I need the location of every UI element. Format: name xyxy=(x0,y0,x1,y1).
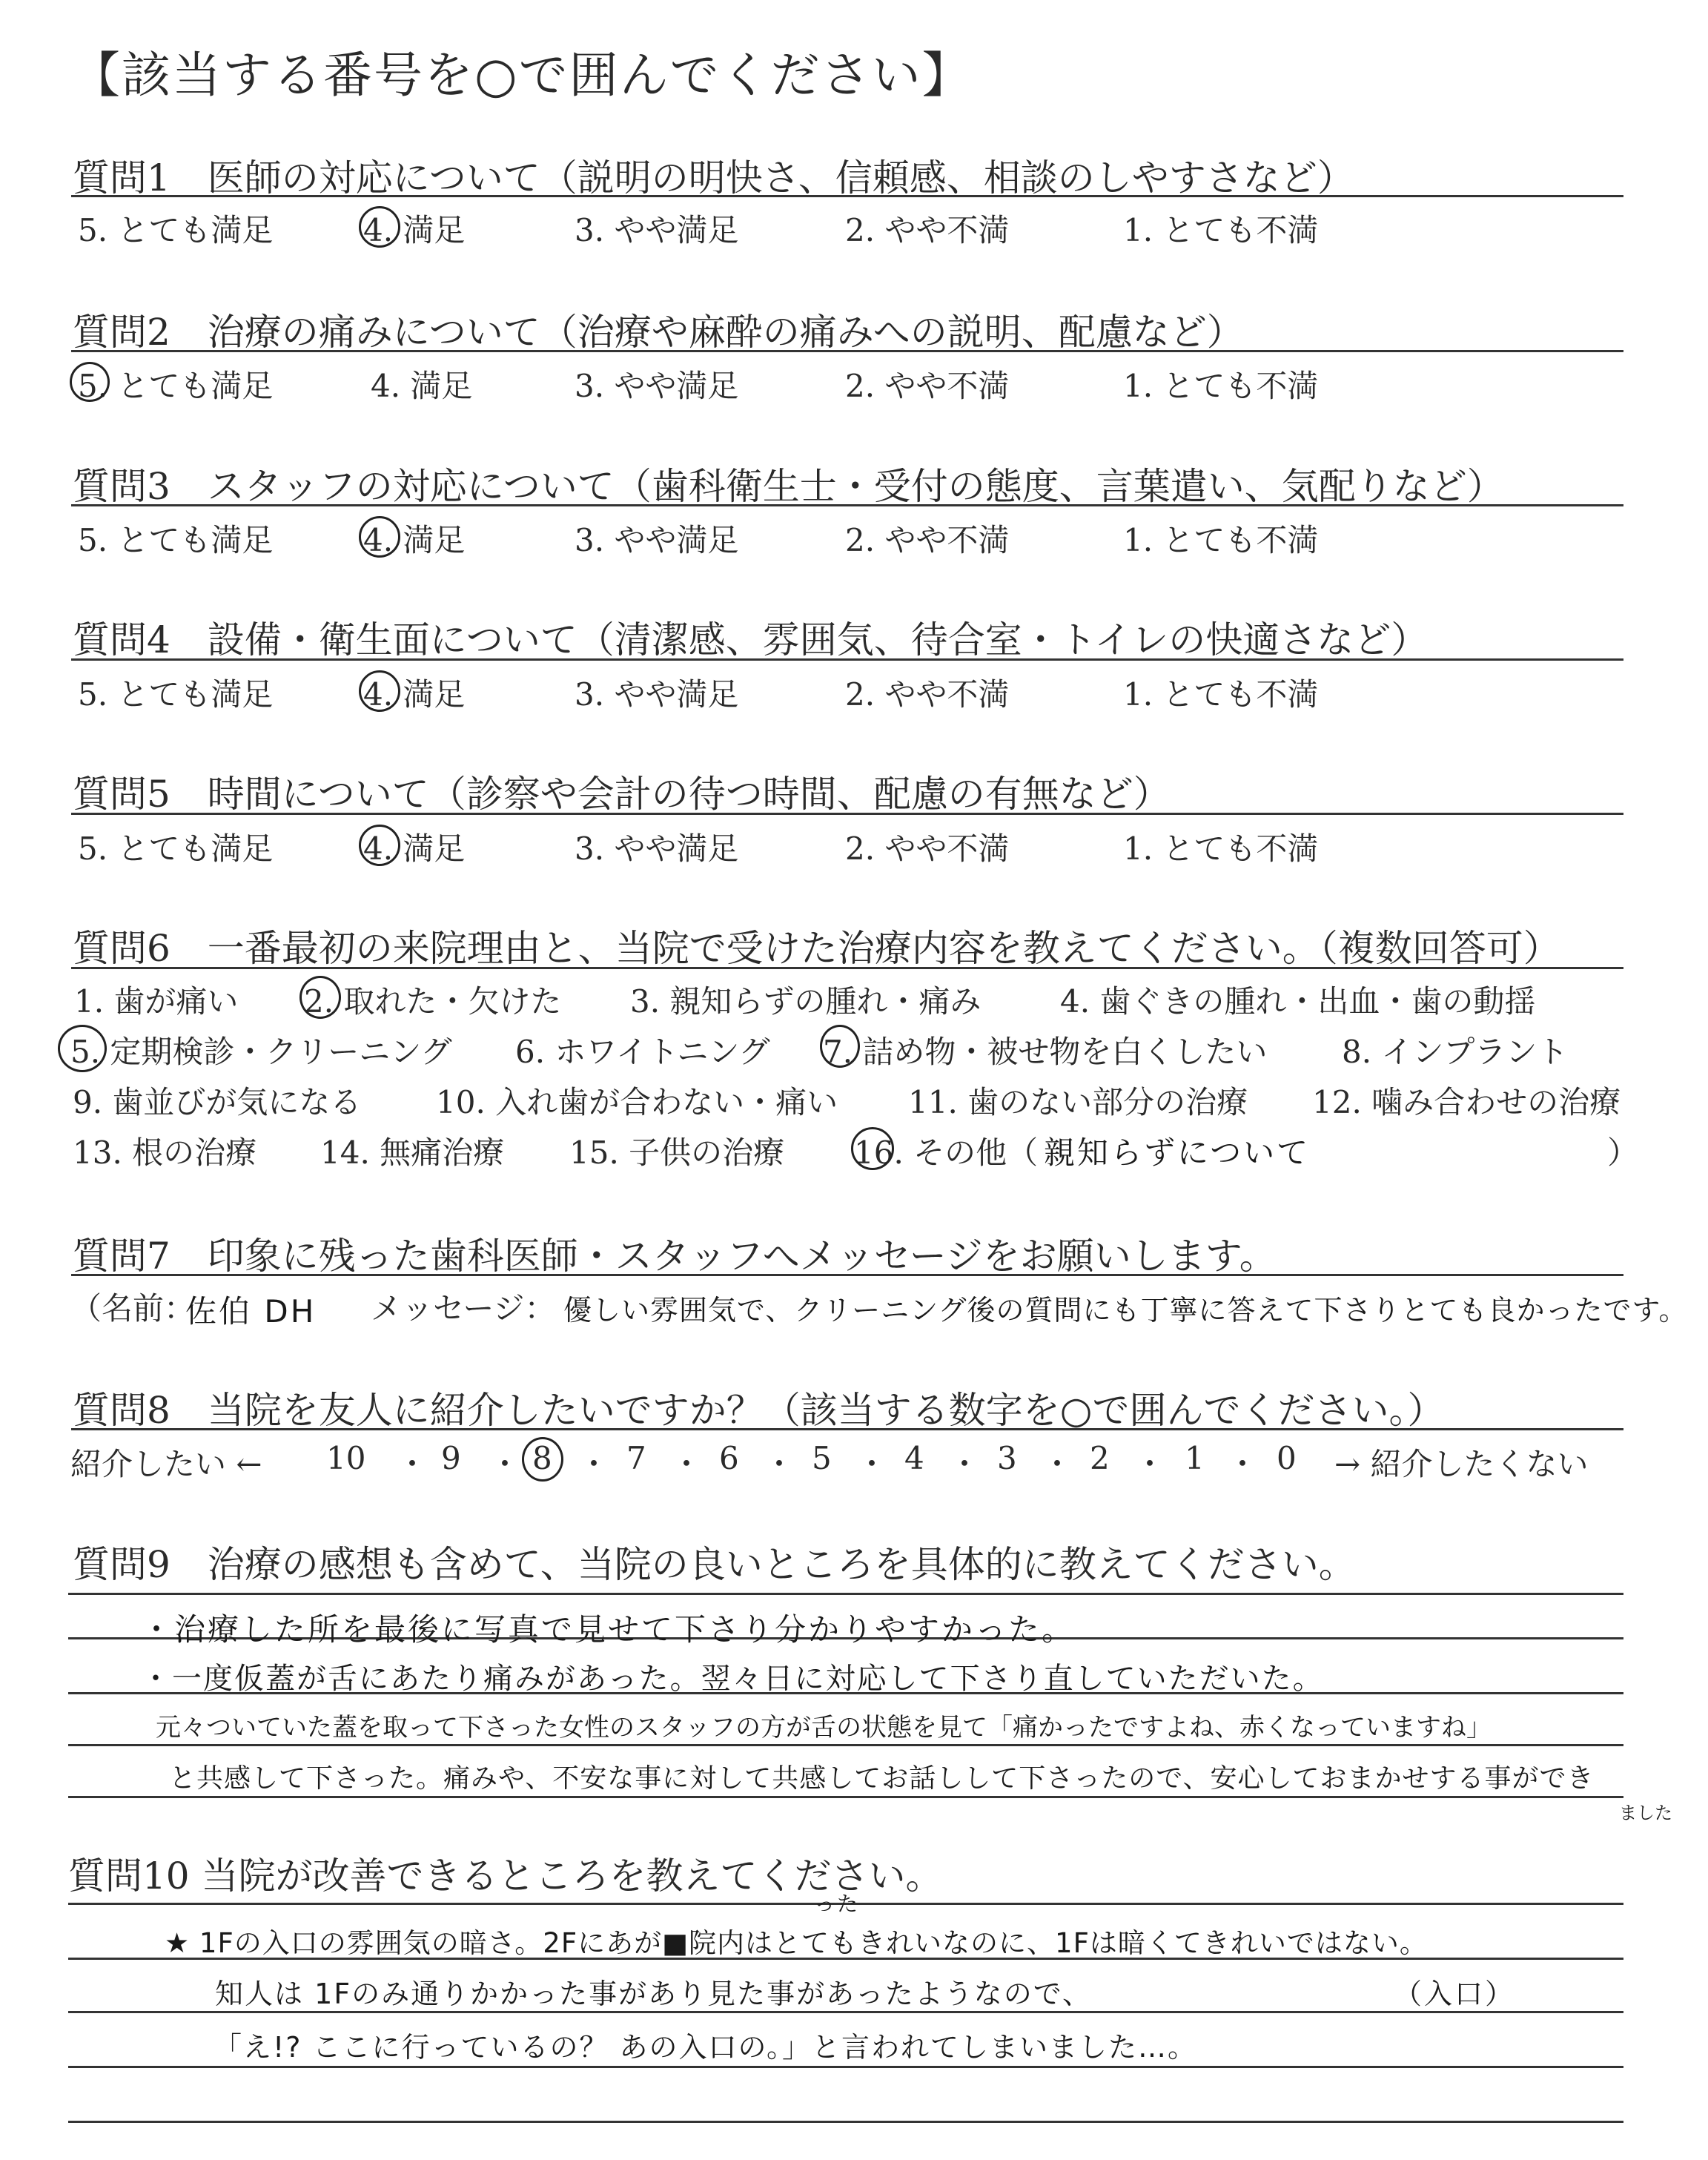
q5-selected-circle xyxy=(359,825,400,866)
q4-option-4[interactable]: 4. 満足 xyxy=(363,676,466,713)
q6-option-14[interactable]: 14. 無痛治療 xyxy=(320,1135,505,1171)
q3-option-2[interactable]: 2. やや不満 xyxy=(845,522,1010,558)
q9-answer-line-2: ・一度仮蓋が舌にあたり痛みがあった。翌々日に対応して下さり直していただいた。 xyxy=(141,1662,1324,1696)
question-9-title: 質問9 治療の感想も含めて、当院の良いところを具体的に教えてください。 xyxy=(73,1543,1356,1586)
q6-option-8[interactable]: 8. インプラント xyxy=(1342,1034,1569,1070)
q8-score-9[interactable]: 9 xyxy=(441,1440,461,1476)
q9-answer-line-1: ・治療した所を最後に写真で見せて下さり分かりやすかった。 xyxy=(141,1611,1076,1648)
q6-selected-circle-2 xyxy=(299,976,341,1019)
q8-score-7[interactable]: 7 xyxy=(626,1440,646,1476)
q5-option-1[interactable]: 1. とても不満 xyxy=(1123,830,1319,867)
q2-option-2[interactable]: 2. やや不満 xyxy=(845,368,1010,404)
q8-dot: ・ xyxy=(1134,1446,1166,1482)
q3-option-4[interactable]: 4. 満足 xyxy=(363,522,466,558)
q8-score-2[interactable]: 2 xyxy=(1090,1440,1110,1476)
q2-selected-circle xyxy=(70,362,110,402)
q6-option-1[interactable]: 1. 歯が痛い xyxy=(74,983,239,1020)
q6-option-6[interactable]: 6. ホワイトニング xyxy=(515,1034,770,1070)
q9-answer-line-4: と共感して下さった。痛みや、不安な事に対して共感してお話しして下さったので、安心しておまかせする事ができ xyxy=(169,1763,1595,1794)
q6-option-3[interactable]: 3. 親知らずの腫れ・痛み xyxy=(630,983,982,1020)
q9-answer-line-3: 元々ついていた蓋を取って下さった女性のスタッフの方が舌の状態を見て「痛かったですよね、赤くなっていますね」 xyxy=(156,1713,1492,1743)
question-1-title: 質問1 医師の対応について（説明の明快さ、信頼感、相談のしやすさなど） xyxy=(73,156,1354,199)
q6-option-16[interactable]: 16. その他（ xyxy=(854,1135,1039,1171)
question-5-rule xyxy=(71,813,1623,815)
q8-score-1[interactable]: 1 xyxy=(1185,1440,1205,1476)
q6-selected-circle-16 xyxy=(851,1127,894,1170)
q8-score-5[interactable]: 5 xyxy=(812,1440,832,1476)
q7-message-value: 優しい雰囲気で、クリーニング後の質問にも丁寧に答えて下さりとても良かったです。 xyxy=(563,1294,1688,1327)
q6-option-9[interactable]: 9. 歯並びが気になる xyxy=(73,1084,362,1120)
q1-option-1[interactable]: 1. とても不満 xyxy=(1123,212,1319,248)
q6-option-11[interactable]: 11. 歯のない部分の治療 xyxy=(908,1084,1248,1120)
q1-option-3[interactable]: 3. やや満足 xyxy=(575,212,739,248)
q8-dot: ・ xyxy=(949,1446,981,1482)
q6-selected-circle-5 xyxy=(58,1025,107,1072)
q2-option-1[interactable]: 1. とても不満 xyxy=(1123,368,1319,404)
q9-line xyxy=(68,1744,1623,1746)
q3-option-1[interactable]: 1. とても不満 xyxy=(1123,522,1319,558)
q10-insert-text: った xyxy=(814,1892,861,1916)
q7-message-label: メッセージ： xyxy=(371,1290,556,1327)
q2-option-3[interactable]: 3. やや満足 xyxy=(575,368,739,404)
q8-selected-circle xyxy=(522,1437,563,1482)
q1-selected-circle xyxy=(359,206,400,248)
q1-option-2[interactable]: 2. やや不満 xyxy=(845,212,1010,248)
q10-answer-line-3: 「え!? ここに行っているの？ あの入口の。」と言われてしまいました…。 xyxy=(214,2031,1198,2064)
q6-option-4[interactable]: 4. 歯ぐきの腫れ・出血・歯の動揺 xyxy=(1060,983,1536,1020)
q4-option-3[interactable]: 3. やや満足 xyxy=(575,676,739,713)
q10-answer-line-2: 知人は 1Fのみ通りかかった事があり見た事があったようなので、 xyxy=(215,1978,1092,2010)
q8-dot: ・ xyxy=(856,1446,888,1482)
q6-option-5[interactable]: 5. 定期検診・クリーニング xyxy=(70,1034,452,1070)
question-5-title: 質問5 時間について（診察や会計の待つ時間、配慮の有無など） xyxy=(73,773,1171,816)
q6-option-13[interactable]: 13. 根の治療 xyxy=(73,1135,257,1171)
q10-line xyxy=(68,2066,1623,2068)
q8-score-10[interactable]: 10 xyxy=(326,1440,366,1476)
q10-answer-line-1: ★ 1Fの入口の雰囲気の暗さ。2Fにあが■院内はとてもきれいなのに、1Fは暗くてきれいではない。 xyxy=(165,1927,1428,1959)
q5-option-5[interactable]: 5. とても満足 xyxy=(78,830,274,867)
q9-line xyxy=(68,1593,1623,1595)
q6-option-7[interactable]: 7. 詰め物・被せ物を白くしたい xyxy=(823,1034,1268,1070)
q5-option-4[interactable]: 4. 満足 xyxy=(363,830,466,867)
q6-option-15[interactable]: 15. 子供の治療 xyxy=(569,1135,785,1171)
q8-dot: ・ xyxy=(1042,1446,1073,1482)
q7-name-label: （名前： xyxy=(70,1290,196,1327)
q8-score-8[interactable]: 8 xyxy=(532,1440,552,1476)
q9-overflow-text: ました xyxy=(1619,1803,1672,1823)
q8-dot: ・ xyxy=(764,1446,795,1482)
q8-dot: ・ xyxy=(489,1446,521,1482)
q4-selected-circle xyxy=(359,670,400,712)
q1-option-4[interactable]: 4. 満足 xyxy=(363,212,466,248)
q6-other-close-paren: ） xyxy=(1607,1135,1639,1171)
q6-selected-circle-7 xyxy=(820,1025,860,1068)
q5-option-2[interactable]: 2. やや不満 xyxy=(845,830,1010,867)
q3-option-5[interactable]: 5. とても満足 xyxy=(78,522,274,558)
q8-dot: ・ xyxy=(578,1446,610,1482)
q4-option-1[interactable]: 1. とても不満 xyxy=(1123,676,1319,713)
question-3-title: 質問3 スタッフの対応について（歯科衛生士・受付の態度、言葉遣い、気配りなど） xyxy=(73,465,1504,508)
q8-score-6[interactable]: 6 xyxy=(719,1440,739,1476)
question-4-rule xyxy=(71,658,1623,661)
question-8-rule xyxy=(71,1428,1623,1430)
q8-left-label: 紹介したい ← xyxy=(70,1446,262,1482)
question-3-rule xyxy=(71,504,1623,506)
q2-option-5[interactable]: 5. とても満足 xyxy=(78,368,274,404)
q4-option-2[interactable]: 2. やや不満 xyxy=(845,676,1010,713)
q8-dot: ・ xyxy=(671,1446,703,1482)
q6-other-text: 親知らずについて xyxy=(1044,1135,1311,1171)
question-4-title: 質問4 設備・衛生面について（清潔感、雰囲気、待合室・トイレの快適さなど） xyxy=(73,618,1429,661)
q4-option-5[interactable]: 5. とても満足 xyxy=(78,676,274,713)
q9-line xyxy=(68,1796,1623,1798)
q10-answer-note: （入口） xyxy=(1394,1978,1516,2010)
q6-option-12[interactable]: 12. 噛み合わせの治療 xyxy=(1312,1084,1621,1120)
q6-option-10[interactable]: 10. 入れ歯が合わない・痛い xyxy=(436,1084,838,1120)
q2-option-4[interactable]: 4. 満足 xyxy=(371,368,473,404)
question-6-rule xyxy=(71,967,1623,969)
question-10-title: 質問10 当院が改善できるところを教えてください。 xyxy=(68,1855,943,1898)
q8-score-3[interactable]: 3 xyxy=(997,1440,1017,1476)
q7-name-value: 佐伯 DH xyxy=(185,1293,317,1330)
q3-option-3[interactable]: 3. やや満足 xyxy=(575,522,739,558)
question-7-rule xyxy=(71,1274,1623,1276)
q8-dot: ・ xyxy=(1227,1446,1259,1482)
question-2-rule xyxy=(71,350,1623,352)
question-8-title: 質問8 当院を友人に紹介したいですか？（該当する数字を○で囲んでください。） xyxy=(73,1389,1445,1432)
q3-selected-circle xyxy=(359,516,400,558)
page-header: 【該当する番号を○で囲んでください】 xyxy=(71,47,973,104)
q6-option-2[interactable]: 2. 取れた・欠けた xyxy=(304,983,562,1020)
q8-dot: ・ xyxy=(397,1446,428,1482)
q5-option-3[interactable]: 3. やや満足 xyxy=(575,830,739,867)
question-6-title: 質問6 一番最初の来院理由と、当院で受けた治療内容を教えてください。（複数回答可） xyxy=(73,927,1560,970)
q10-line xyxy=(68,2121,1623,2123)
q8-score-0[interactable]: 0 xyxy=(1277,1440,1297,1476)
q8-right-label: → 紹介したくない xyxy=(1334,1446,1589,1482)
question-1-rule xyxy=(71,195,1623,197)
question-7-title: 質問7 印象に残った歯科医師・スタッフへメッセージをお願いします。 xyxy=(73,1235,1277,1278)
question-2-title: 質問2 治療の痛みについて（治療や麻酔の痛みへの説明、配慮など） xyxy=(73,311,1244,354)
q8-score-4[interactable]: 4 xyxy=(904,1440,924,1476)
q1-option-5[interactable]: 5. とても満足 xyxy=(78,212,274,248)
